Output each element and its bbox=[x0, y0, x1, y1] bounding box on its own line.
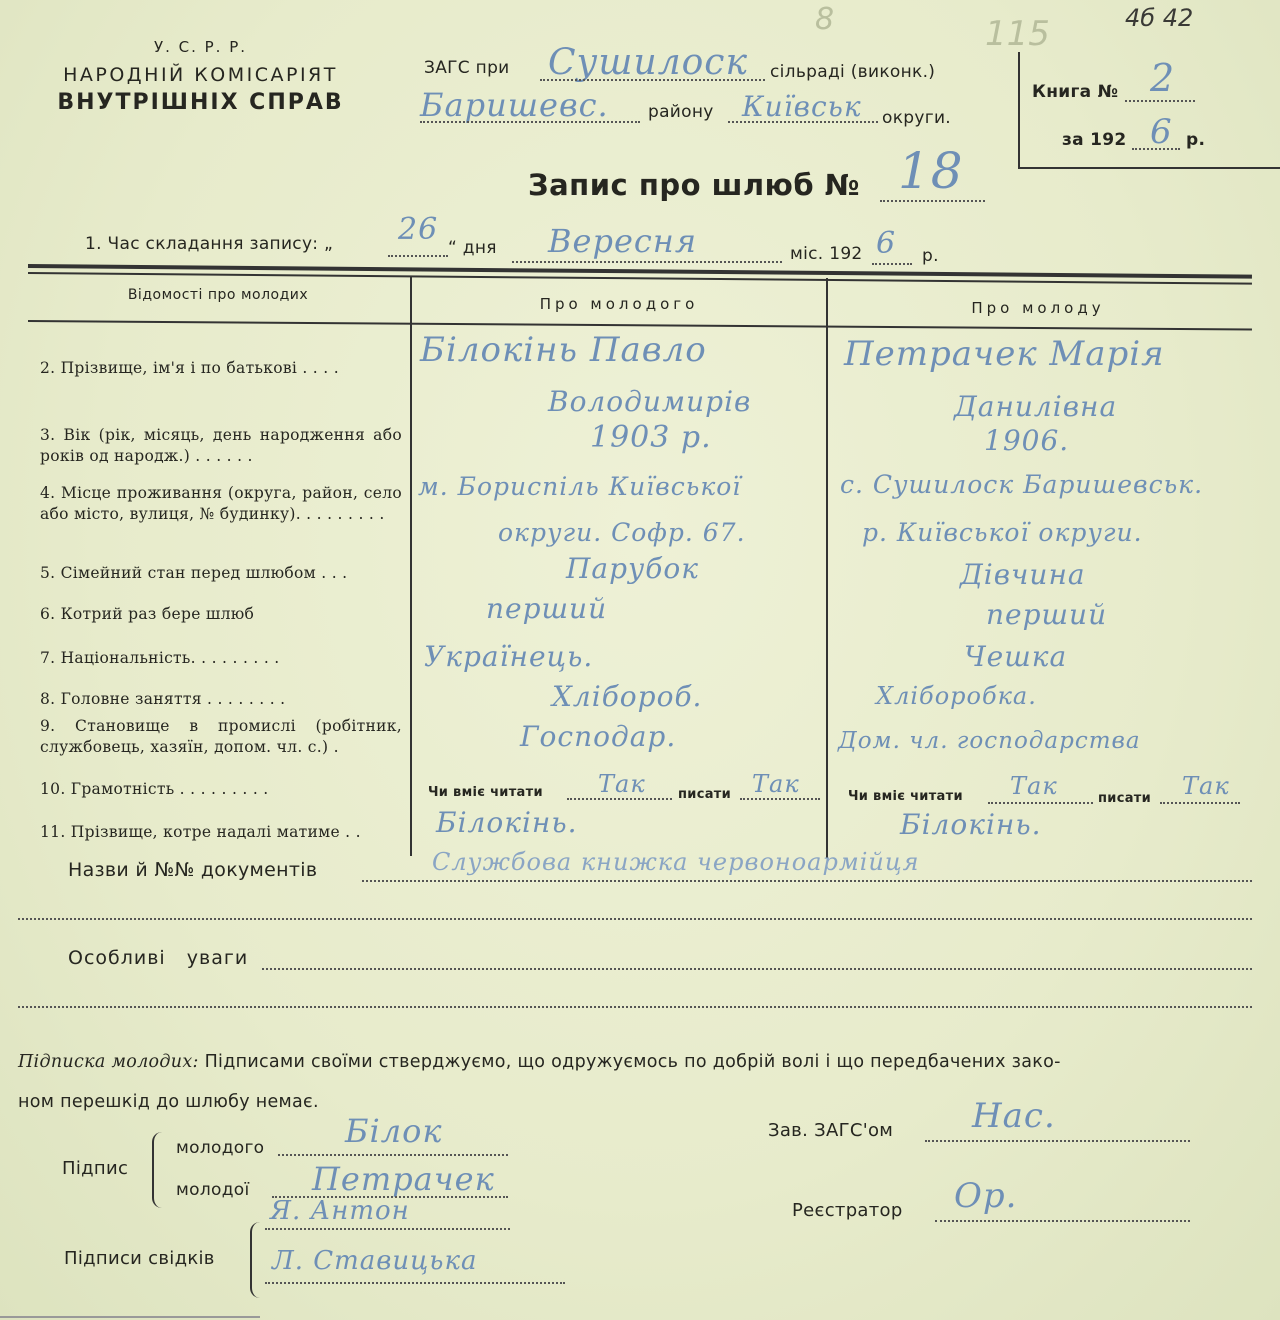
record-day-label: “ дня bbox=[448, 238, 497, 258]
witness-1-line bbox=[265, 1228, 510, 1230]
district-line bbox=[420, 121, 640, 123]
archive-number: 4б 42 bbox=[1125, 4, 1194, 32]
row-label-marital: 5. Сімейний стан перед шлюбом . . . bbox=[40, 564, 348, 582]
bride-read-line bbox=[988, 802, 1093, 804]
head-signature-line bbox=[925, 1140, 1190, 1142]
row-label-literacy: 10. Грамотність . . . . . . . . . bbox=[40, 780, 269, 798]
documents-line-2 bbox=[18, 918, 1252, 920]
okruha-hw: Київськ bbox=[742, 90, 862, 123]
book-year-prefix: за 192 bbox=[1062, 130, 1127, 150]
table-header-rule bbox=[28, 320, 1252, 331]
row-label-residence: 4. Місце проживання (округа, район, село або місто, вулиця, № будинку). . . . . . . . . bbox=[40, 484, 402, 523]
record-month-hw: Вересня bbox=[548, 222, 698, 260]
notes-line bbox=[262, 968, 1252, 970]
bride-name-hw: Петрачек Марія bbox=[844, 334, 1165, 374]
groom-surname-after-hw: Білокінь. bbox=[436, 806, 578, 839]
head-label: Зав. ЗАГС'ом bbox=[768, 1120, 894, 1141]
record-time-label: 1. Час складання запису: „ bbox=[85, 234, 334, 254]
row-label-position: 9. Становище в промислі (робітник, службовець, хазяїн, допом. чл. с.) . bbox=[40, 717, 402, 756]
bride-nationality-hw: Чешка bbox=[964, 640, 1068, 673]
record-year-suffix: р. bbox=[922, 246, 939, 266]
declaration-line-1: Підписами своїми стверджуємо, що одружуємось по добрій волі і що передбачених зако- bbox=[204, 1052, 1061, 1072]
registrar-signature-hw: Ор. bbox=[954, 1176, 1018, 1216]
record-month-label: міс. 192 bbox=[790, 244, 863, 264]
groom-read-hw: Так bbox=[598, 770, 646, 798]
record-day-hw: 26 bbox=[398, 212, 439, 247]
bride-marital-hw: Дівчина bbox=[960, 558, 1086, 591]
head-signature-hw: Нас. bbox=[972, 1096, 1056, 1136]
village-line bbox=[540, 79, 765, 81]
pencil-mark-top: 8 bbox=[815, 2, 835, 37]
groom-times-hw: перший bbox=[486, 592, 608, 625]
row-label-nationality: 7. Національність. . . . . . . . . bbox=[40, 649, 280, 667]
bride-write-line bbox=[1160, 802, 1240, 804]
commissariat-label: НАРОДНІЙ КОМІСАРІЯТ bbox=[63, 64, 338, 86]
bride-times-hw: перший bbox=[986, 598, 1108, 631]
bride-patronymic-hw: Данилівна bbox=[954, 390, 1118, 423]
groom-name-hw: Білокінь Павло bbox=[420, 330, 707, 370]
department-label: ВНУТРІШНІХ СПРАВ bbox=[57, 90, 344, 115]
book-label: Книга № bbox=[1032, 82, 1119, 102]
agency-header bbox=[18, 38, 383, 115]
bride-surname-after-hw: Білокінь. bbox=[900, 808, 1042, 841]
groom-residence-hw-2: округи. Софр. 67. bbox=[498, 518, 746, 547]
bride-signature-hw: Петрачек bbox=[312, 1160, 495, 1198]
declaration-line-2: ном перешкід до шлюбу немає. bbox=[18, 1092, 319, 1112]
documents-line bbox=[362, 880, 1252, 882]
bride-read-hw: Так bbox=[1010, 772, 1058, 800]
row-label-surname-after: 11. Прізвище, котре надалі матиме . . bbox=[40, 823, 361, 841]
notes-label: Особливі уваги bbox=[68, 947, 249, 969]
district-hw: Баришевс. bbox=[420, 86, 609, 124]
groom-write-line bbox=[740, 798, 820, 800]
witness-1-hw: Я. Антон bbox=[270, 1196, 410, 1226]
groom-signature-label: молодого bbox=[176, 1138, 265, 1158]
documents-label: Назви й №№ документів bbox=[68, 859, 318, 881]
registrar-signature-line bbox=[935, 1220, 1190, 1222]
groom-signature-hw: Білок bbox=[345, 1112, 443, 1150]
record-year-line bbox=[872, 263, 912, 265]
witness-2-line bbox=[265, 1282, 565, 1284]
declaration-prefix: Підписка молодих: bbox=[18, 1052, 199, 1072]
groom-read-line bbox=[567, 798, 672, 800]
row-label-name: 2. Прізвище, ім'я і по батькові . . . . bbox=[40, 359, 339, 377]
col-groom-header: Про молодого bbox=[539, 295, 699, 313]
witness-2-hw: Л. Ставицька bbox=[272, 1246, 478, 1276]
row-label-age: 3. Вік (рік, місяць, день народження або років од народж.) . . . . . . bbox=[40, 426, 402, 465]
book-number-line bbox=[1125, 100, 1195, 102]
registrar-label: Реєстратор bbox=[792, 1200, 903, 1221]
record-month-line bbox=[512, 261, 782, 263]
council-label: сільраді (виконк.) bbox=[770, 62, 936, 82]
documents-hw: Службова книжка червоноармійця bbox=[432, 848, 920, 876]
bride-position-hw: Дом. чл. господарства bbox=[838, 728, 1141, 754]
zags-prefix: ЗАГС при bbox=[424, 58, 510, 78]
book-year-suffix: р. bbox=[1186, 130, 1206, 150]
district-label: району bbox=[648, 102, 714, 122]
notes-line-2 bbox=[18, 1006, 1252, 1008]
signature-label: Підпис bbox=[62, 1158, 129, 1179]
book-number-hw: 2 bbox=[1150, 56, 1176, 100]
groom-nationality-hw: Українець. bbox=[424, 640, 594, 673]
bride-write-label: писати bbox=[1098, 791, 1152, 806]
bride-write-hw: Так bbox=[1182, 772, 1230, 800]
book-year-hw: 6 bbox=[1150, 112, 1173, 152]
okruha-label: округи. bbox=[882, 108, 952, 128]
groom-position-hw: Господар. bbox=[520, 720, 677, 753]
groom-occupation-hw: Хлібороб. bbox=[552, 680, 703, 713]
witnesses-label: Підписи свідків bbox=[64, 1248, 215, 1269]
bride-occupation-hw: Хліборобка. bbox=[876, 682, 1037, 710]
groom-signature-line bbox=[278, 1154, 508, 1156]
bride-signature-label: молодої bbox=[176, 1180, 250, 1200]
pencil-mark-mid: 115 bbox=[985, 14, 1050, 54]
signature-brace bbox=[152, 1132, 162, 1208]
bride-read-label: Чи вміє читати bbox=[848, 789, 963, 804]
record-day-line bbox=[388, 255, 448, 257]
record-number-line bbox=[880, 200, 985, 202]
groom-write-label: писати bbox=[678, 787, 732, 802]
book-year-line bbox=[1132, 148, 1180, 150]
record-number-hw: 18 bbox=[898, 142, 964, 200]
village-hw: Сушилоск bbox=[548, 42, 748, 83]
groom-marital-hw: Парубок bbox=[566, 552, 699, 585]
groom-write-hw: Так bbox=[752, 770, 800, 798]
witnesses-brace bbox=[250, 1222, 260, 1298]
groom-age-hw: 1903 р. bbox=[590, 420, 712, 455]
okruha-line bbox=[728, 121, 878, 123]
bride-residence-hw-2: р. Київської округи. bbox=[862, 518, 1143, 547]
groom-residence-hw-1: м. Бориспіль Київської bbox=[418, 472, 742, 501]
bride-residence-hw-1: с. Сушилоск Баришевськ. bbox=[840, 470, 1204, 499]
bottom-edge-rule bbox=[0, 1316, 260, 1318]
row-label-occupation: 8. Головне заняття . . . . . . . . bbox=[40, 690, 286, 708]
record-year-hw: 6 bbox=[876, 226, 897, 261]
table-col-divider-1 bbox=[410, 276, 412, 856]
republic-label: У. С. Р. Р. bbox=[153, 38, 248, 56]
col-bride-header: Про молоду bbox=[971, 299, 1105, 317]
declaration-text bbox=[18, 1042, 1258, 1122]
groom-patronymic-hw: Володимирів bbox=[548, 385, 752, 418]
col-info-header: Відомості про молодих bbox=[127, 287, 309, 303]
row-label-times: 6. Котрий раз бере шлюб bbox=[40, 605, 255, 623]
table-col-divider-2 bbox=[826, 278, 828, 858]
bride-age-hw: 1906. bbox=[984, 424, 1070, 457]
book-box bbox=[1018, 52, 1280, 169]
groom-read-label: Чи вміє читати bbox=[428, 785, 543, 800]
page-title: Запис про шлюб № bbox=[528, 168, 861, 202]
